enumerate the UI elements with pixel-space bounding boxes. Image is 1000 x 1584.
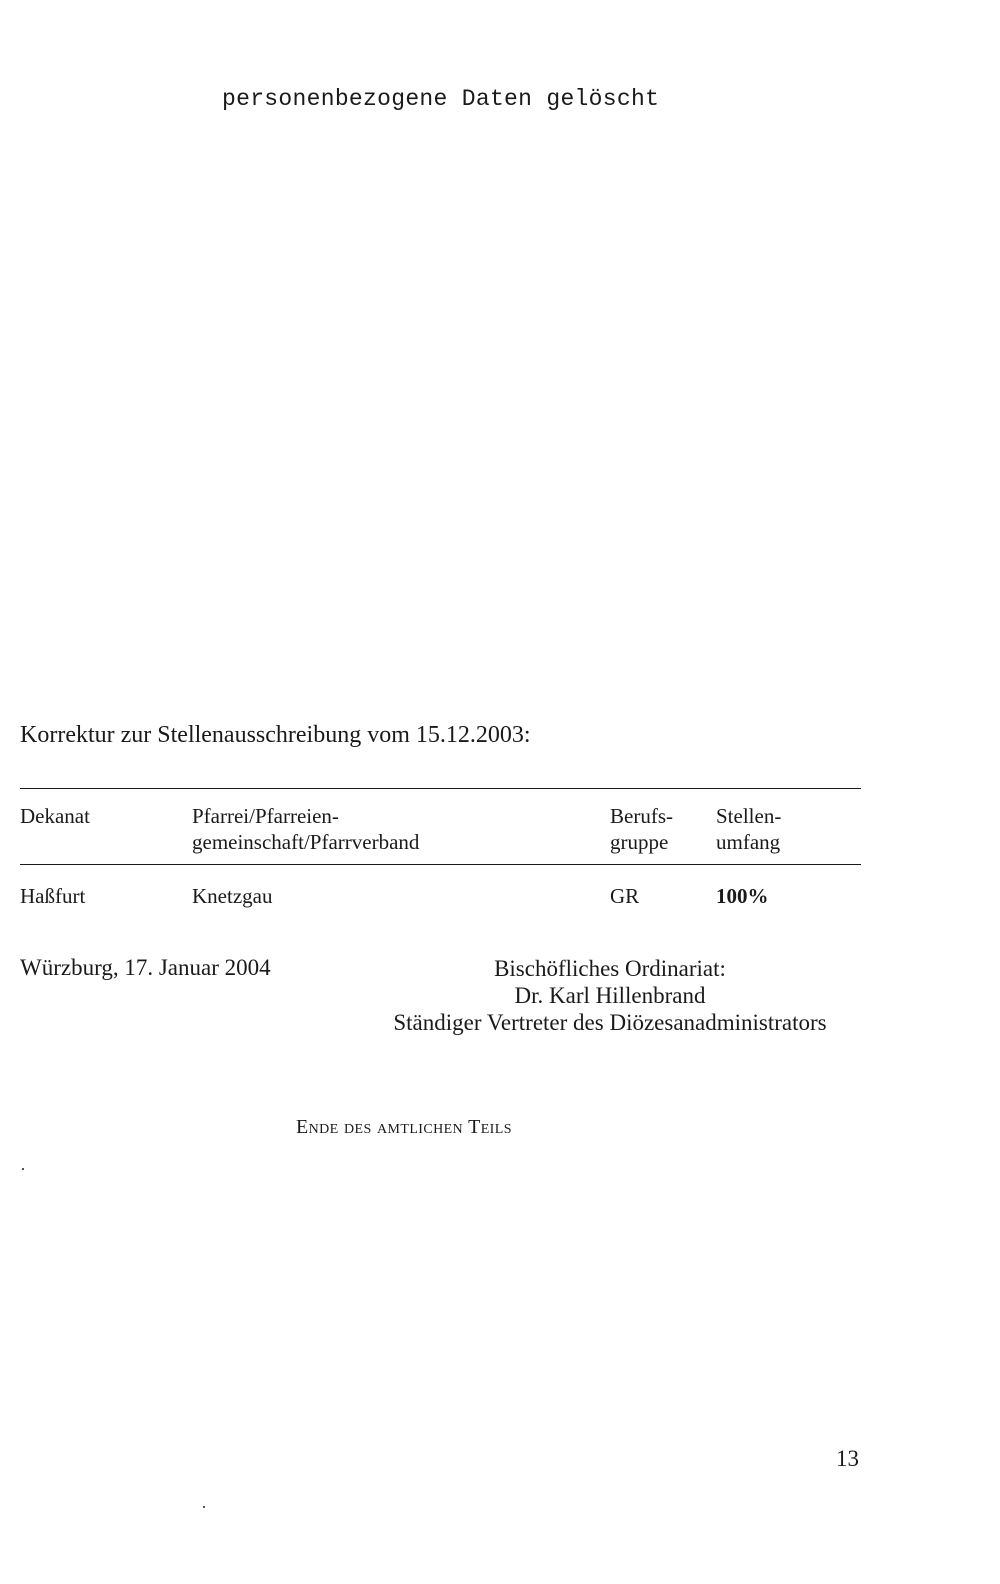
header-beruf-line1: Berufs- bbox=[610, 804, 673, 828]
table-cell-pfarrei: Knetzgau bbox=[192, 884, 273, 908]
table-header-dekanat bbox=[20, 803, 90, 829]
header-stellen-line2: umfang bbox=[716, 830, 781, 854]
header-pfarrei-line2: gemeinschaft/Pfarrverband bbox=[192, 830, 420, 854]
correction-heading: Korrektur zur Stellenausschreibung vom 15.12.2003: bbox=[20, 722, 531, 748]
signature-line1: Bischöfliches Ordinariat: bbox=[494, 956, 726, 981]
header-beruf-line2: gruppe bbox=[610, 830, 669, 854]
table-cell-dekanat: Haßfurt bbox=[20, 884, 86, 908]
redaction-note: personenbezogene Daten gelöscht bbox=[222, 86, 660, 112]
scan-speck bbox=[22, 1168, 24, 1170]
table-cell-berufsgruppe: GR bbox=[610, 884, 640, 908]
table-header-berufsgruppe bbox=[610, 803, 673, 855]
signature-block bbox=[360, 955, 860, 1036]
table-top-rule bbox=[20, 788, 861, 789]
place-date: Würzburg, 17. Januar 2004 bbox=[20, 955, 271, 980]
header-stellen-line1: Stellen- bbox=[716, 804, 782, 828]
page-number: 13 bbox=[836, 1446, 859, 1471]
header-pfarrei-line1: Pfarrei/Pfarreien- bbox=[192, 804, 339, 828]
table-header-pfarrei bbox=[192, 803, 419, 855]
table-header-stellenumfang bbox=[716, 803, 781, 855]
signature-line2: Dr. Karl Hillenbrand bbox=[514, 983, 706, 1008]
header-dekanat-label: Dekanat bbox=[20, 804, 90, 828]
signature-line3: Ständiger Vertreter des Diözesanadministrators bbox=[393, 1010, 827, 1035]
end-note: Ende des amtlichen Teils bbox=[296, 1116, 512, 1138]
scan-speck bbox=[203, 1506, 205, 1508]
table-header-rule bbox=[20, 864, 861, 865]
table-cell-stellenumfang: 100% bbox=[716, 884, 769, 908]
